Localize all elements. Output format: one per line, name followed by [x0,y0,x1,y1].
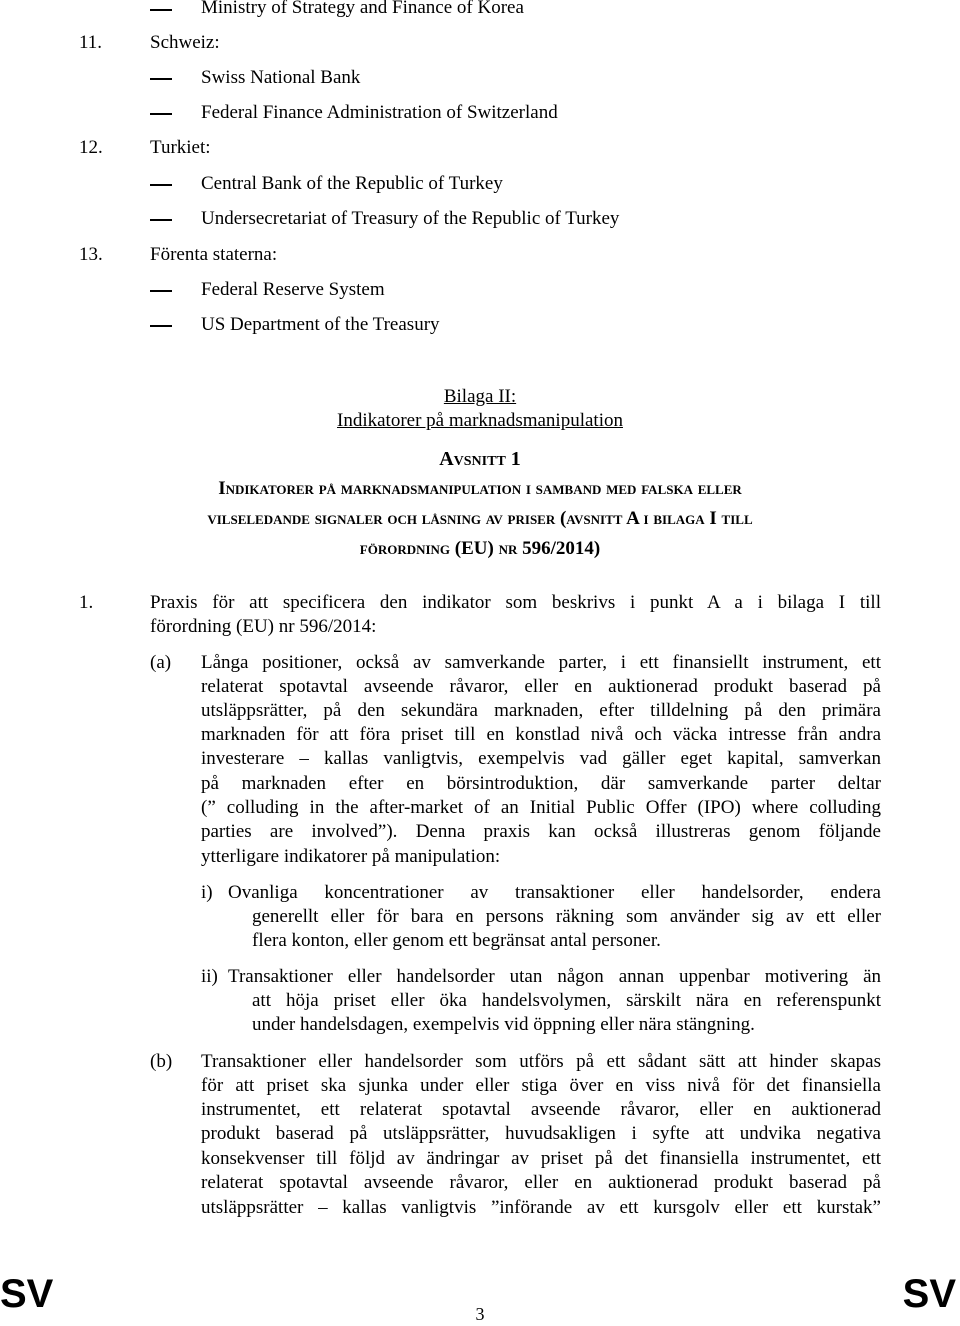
item-line: på marknaden efter en börsintroduktion, där samverkande parter deltar [201,773,881,794]
dash-marker [150,290,172,292]
annex-subtitle: Indikatorer på marknadsmanipulation [337,410,623,431]
item-line: relaterat spotavtal avseende råvaror, eller en auktionerad produkt baserad på [201,1172,881,1193]
list-item: Federal Finance Administration of Switzerland [201,102,558,123]
item-line: Långa positioner, också av samverkande parter, i ett finansiellt instrument, ett [201,652,881,673]
item-label: (a) [150,652,172,673]
sub-item-line: Transaktioner eller handelsorder utan någon annan uppenbar motivering än [228,966,881,987]
list-item: Federal Reserve System [201,279,385,300]
list-item: Ministry of Strategy and Finance of Korea [201,0,524,18]
dash-marker [150,113,172,115]
item-line: relaterat spotavtal avseende råvaror, eller en auktionerad produkt baserad på [201,676,881,697]
item-label: (b) [150,1051,173,1072]
list-item: Undersecretariat of Treasury of the Republic of Turkey [201,208,620,229]
sub-item-label: ii) [201,966,218,987]
section-heading-line: Indikatorer på marknadsmanipulation i samband med falska eller [218,478,742,499]
dash-marker [150,9,172,11]
list-item: US Department of the Treasury [201,314,440,335]
list-number: 12. [79,137,103,158]
list-item: Turkiet: [150,137,211,158]
dash-marker [150,219,172,221]
section-heading-line: förordning (EU) nr 596/2014) [359,538,601,559]
item-line: ytterligare indikatorer på manipulation: [201,846,501,867]
item-line: utsläppsrätter, på den sekundära marknaden, efter tilldelning på den primära [201,700,881,721]
item-line: marknaden för att föra priset till en konstlad nivå och väcka intresse från andra [201,724,881,745]
annex-title: Bilaga II: [443,386,517,407]
list-item: Schweiz: [150,32,220,53]
item-line: Transaktioner eller handelsorder som utförs på ett sådant sätt att hinder skapas [201,1051,881,1072]
item-line: för att priset ska sjunka under eller stiga över en viss nivå för det finansiella [201,1075,881,1096]
footer-language-left: SV [0,1272,54,1316]
list-item: Central Bank of the Republic of Turkey [201,173,503,194]
sub-item-line: att höja priset eller öka handelsvolymen, särskilt nära en referenspunkt [252,990,881,1011]
footer-language-right: SV [902,1272,956,1316]
sub-item-line: Ovanliga koncentrationer av transaktioner eller handelsorder, endera [228,882,881,903]
page-number: 3 [475,1304,485,1324]
sub-item-label: i) [201,882,213,903]
paragraph-line: förordning (EU) nr 596/2014: [150,616,377,637]
sub-item-line: flera konton, eller genom ett begränsat antal personer. [252,930,661,951]
sub-item-line: generellt eller för bara en persons räkning som använder sig av ett eller [252,906,881,927]
item-line: investerare – kallas vanligtvis, exempelvis vad gäller eget kapital, samverkan [201,748,881,769]
dash-marker [150,325,172,327]
dash-marker [150,78,172,80]
item-line: (” colluding in the after-market of an Initial Public Offer (IPO) where colluding [201,797,881,818]
item-line: utsläppsrätter – kallas vanligtvis ”införande av ett kursgolv eller ett kurstak” [201,1197,881,1218]
paragraph-number: 1. [79,592,94,613]
item-line: konsekvenser till följd av ändringar av priset på det finansiella instrumentet, ett [201,1148,881,1169]
item-line: instrumentet, ett relaterat spotavtal avseende råvaror, eller en auktionerad [201,1099,881,1120]
list-number: 11. [79,32,103,53]
list-item: Swiss National Bank [201,67,361,88]
paragraph-line: Praxis för att specificera den indikator som beskrivs i punkt A a i bilaga I till [150,592,881,613]
item-line: produkt baserad på utsläppsrätter, huvudsakligen i syfte att undvika negativa [201,1123,881,1144]
sub-item-line: under handelsdagen, exempelvis vid öppning eller nära stängning. [252,1014,755,1035]
list-number: 13. [79,244,103,265]
section-label: Avsnitt 1 [439,448,521,470]
dash-marker [150,184,172,186]
item-line: parties are involved”). Denna praxis kan också illustreras genom följande [201,821,881,842]
section-heading-line: vilseledande signaler och låsning av priser (avsnitt A i bilaga I till [207,508,753,529]
list-item: Förenta staterna: [150,244,278,265]
